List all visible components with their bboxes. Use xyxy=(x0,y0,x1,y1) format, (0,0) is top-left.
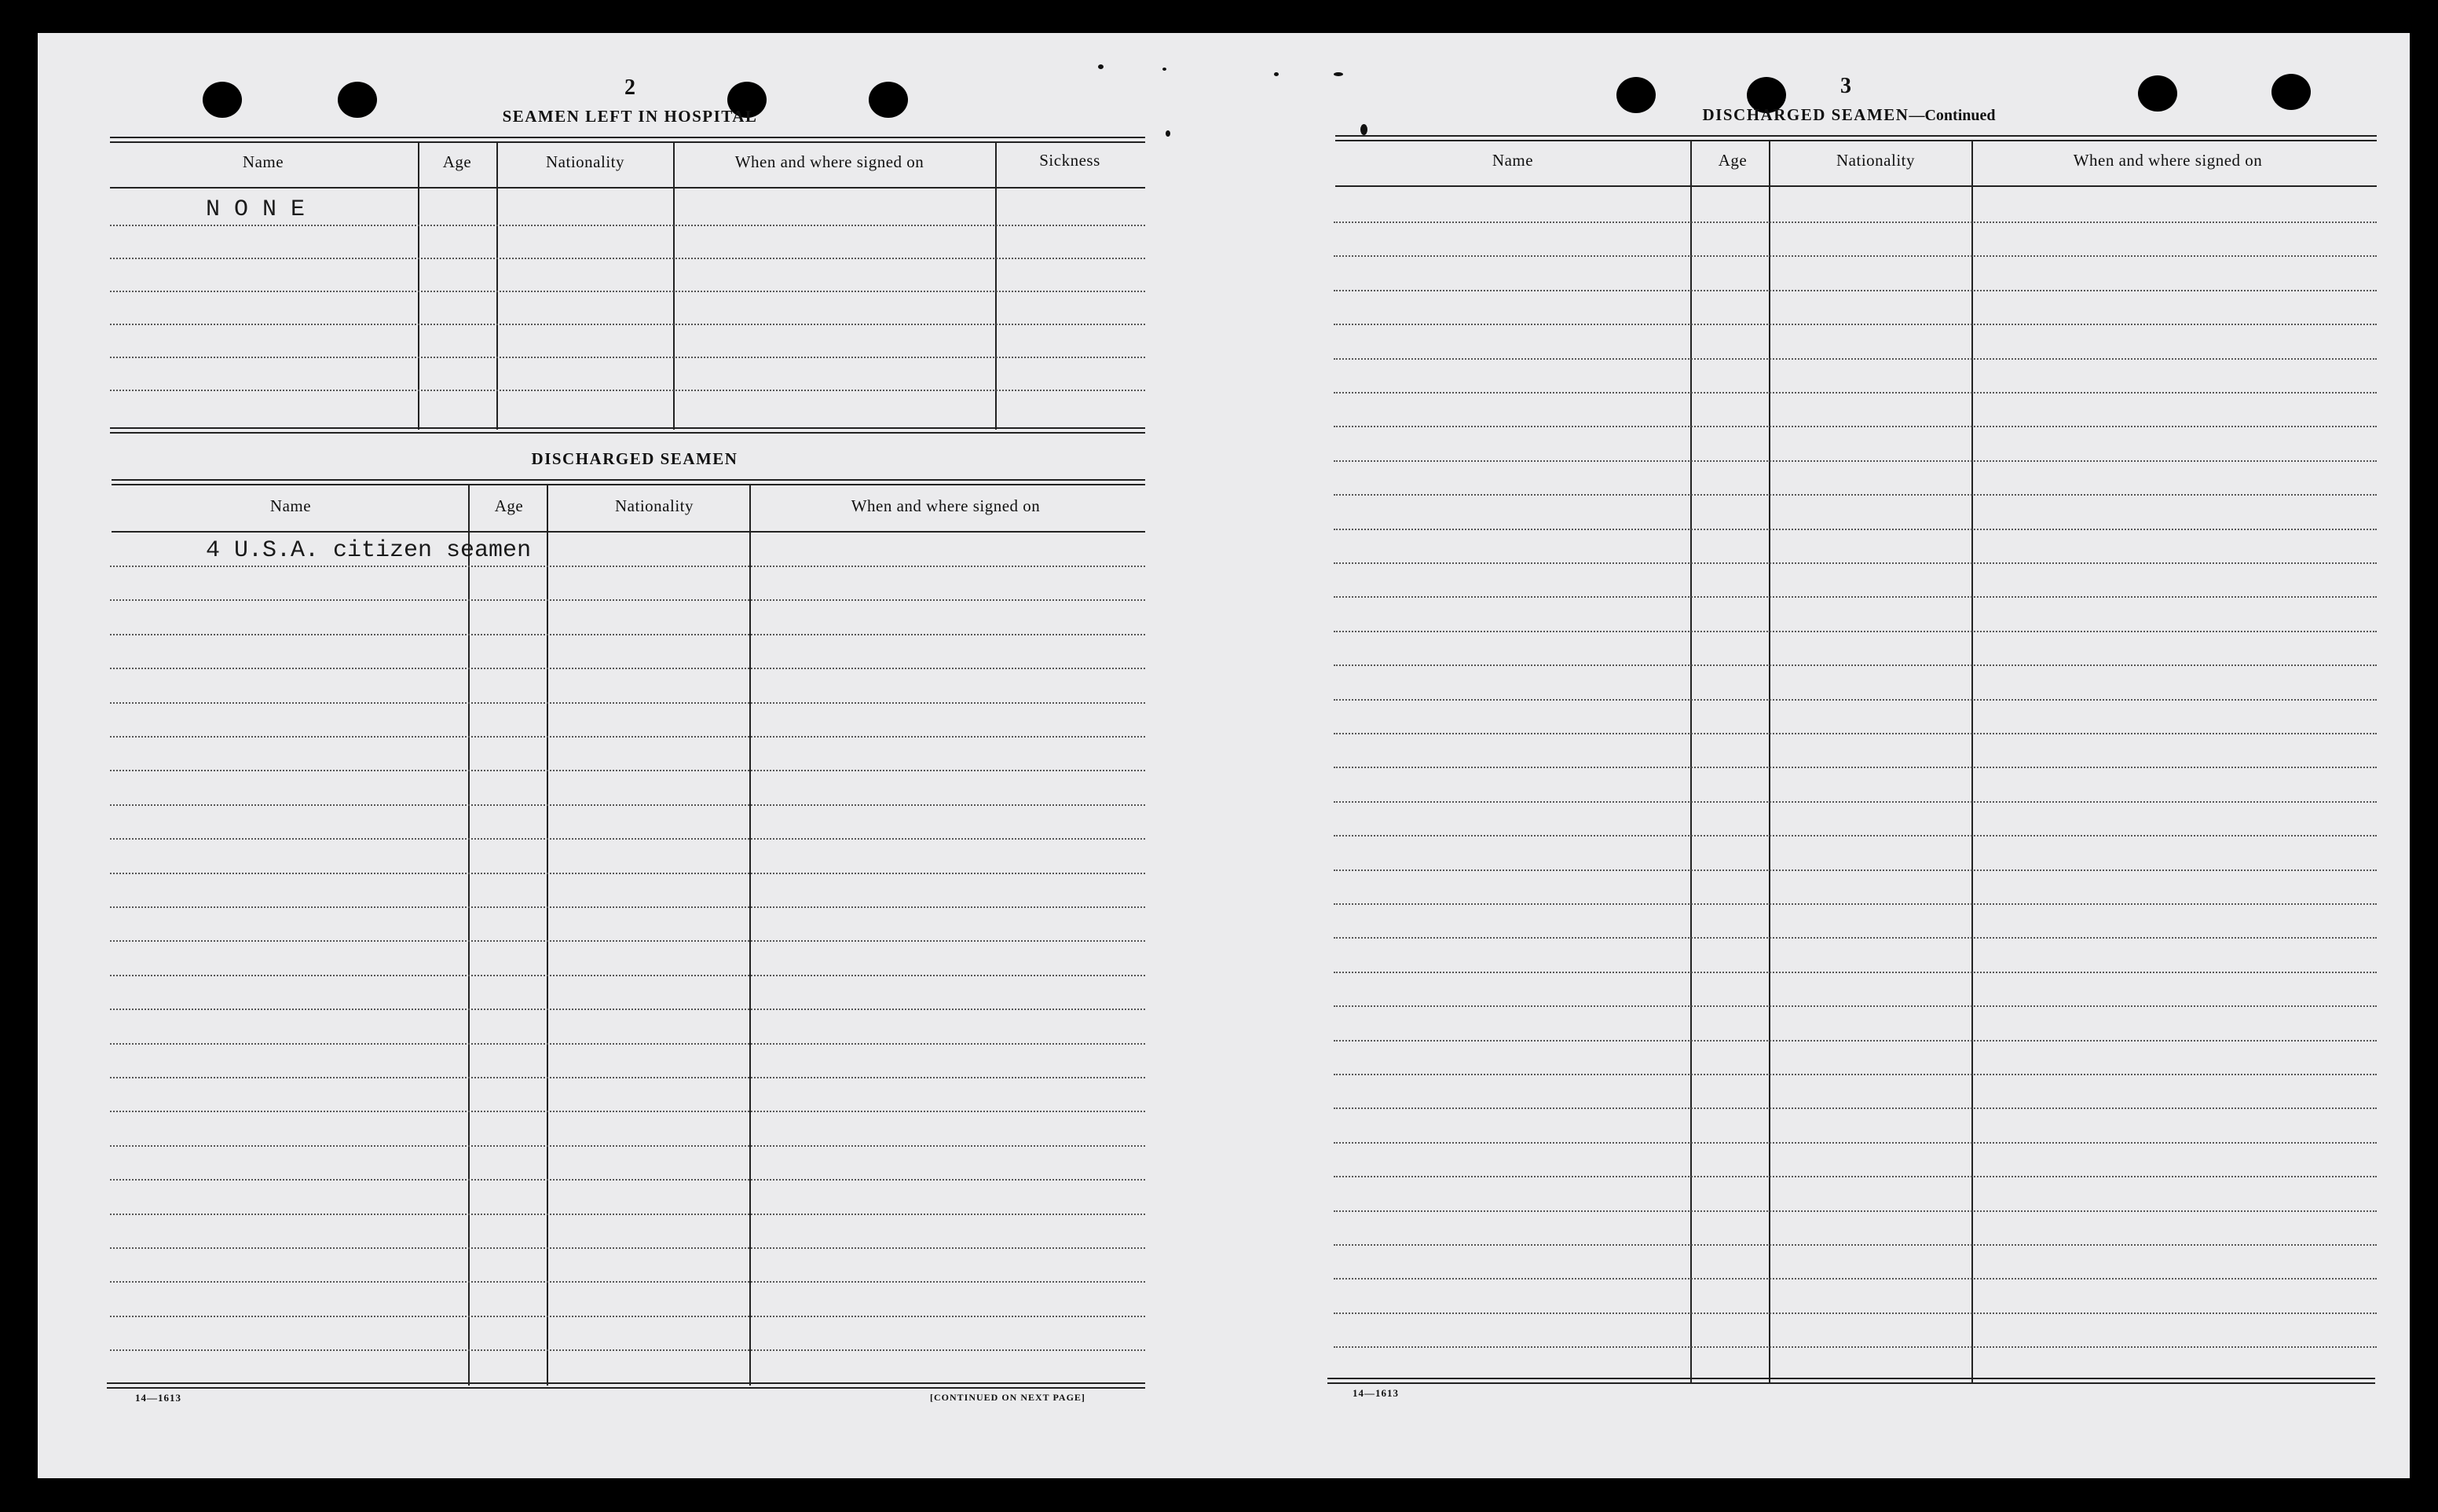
column-divider xyxy=(673,143,675,430)
entry-line xyxy=(1334,835,2377,837)
entry-line xyxy=(1334,1107,2377,1109)
entry-line xyxy=(110,873,1145,874)
column-header-name: Name xyxy=(269,496,312,515)
column-header-age: Age xyxy=(494,496,524,515)
discharged-entry: 4 U.S.A. citizen seamen xyxy=(206,537,532,564)
right-page xyxy=(1224,33,2410,1478)
column-header-name: Name xyxy=(1492,151,1534,170)
form-number: 14—1613 xyxy=(135,1392,181,1404)
entry-line xyxy=(1334,1244,2377,1246)
form-number: 14—1613 xyxy=(1353,1387,1399,1399)
column-header-name: Name xyxy=(242,152,284,171)
entry-line xyxy=(110,1247,1145,1249)
entry-line xyxy=(110,599,1145,601)
paper-sheet xyxy=(38,33,2410,1478)
entry-line xyxy=(110,1145,1145,1147)
entry-line xyxy=(1334,767,2377,768)
column-header-sickness: Sickness xyxy=(1039,151,1100,170)
entry-line xyxy=(1334,460,2377,462)
entry-line xyxy=(1334,221,2377,223)
header-rule xyxy=(112,531,1145,533)
entry-line xyxy=(1334,1040,2377,1042)
table-bottom-rule xyxy=(110,427,1145,434)
table-top-rule xyxy=(110,137,1145,143)
entry-line xyxy=(1334,426,2377,427)
entry-line xyxy=(110,566,1145,567)
entry-line xyxy=(1334,1142,2377,1144)
left-page xyxy=(38,33,1224,1478)
entry-line xyxy=(1334,972,2377,973)
column-header-age: Age xyxy=(1718,151,1748,170)
entry-line xyxy=(1334,1346,2377,1348)
column-header-nationality: Nationality xyxy=(546,152,624,171)
table-top-rule xyxy=(112,479,1145,485)
entry-line xyxy=(1334,1074,2377,1075)
entry-line xyxy=(1334,1005,2377,1007)
entry-line xyxy=(1334,631,2377,632)
column-divider xyxy=(1690,141,1692,1382)
entry-line xyxy=(110,940,1145,942)
entry-line xyxy=(110,357,1145,358)
entry-line xyxy=(1334,1312,2377,1314)
entry-line xyxy=(110,1179,1145,1181)
column-header-signed-on: When and where signed on xyxy=(851,496,1041,515)
column-header-nationality: Nationality xyxy=(1836,151,1915,170)
entry-line xyxy=(110,390,1145,391)
column-divider xyxy=(749,485,751,1386)
entry-line xyxy=(110,1349,1145,1351)
column-divider xyxy=(1971,141,1973,1382)
entry-line xyxy=(110,975,1145,976)
entry-line xyxy=(110,770,1145,771)
entry-line xyxy=(110,1281,1145,1283)
hospital-entry: N O N E xyxy=(206,196,306,223)
column-divider xyxy=(468,485,470,1386)
entry-line xyxy=(110,258,1145,259)
entry-line xyxy=(110,1009,1145,1010)
column-divider xyxy=(995,143,997,430)
table-bottom-rule xyxy=(1327,1378,2375,1384)
entry-line xyxy=(1334,903,2377,905)
entry-line xyxy=(110,291,1145,292)
title-main: DISCHARGED SEAMEN xyxy=(1702,105,1909,124)
column-header-signed-on: When and where signed on xyxy=(734,152,924,171)
entry-line xyxy=(110,1111,1145,1112)
entry-line xyxy=(1334,869,2377,871)
table-top-rule xyxy=(1335,135,2377,141)
entry-line xyxy=(1334,494,2377,496)
entry-line xyxy=(1334,596,2377,598)
entry-line xyxy=(110,702,1145,704)
entry-line xyxy=(1334,733,2377,734)
entry-line xyxy=(110,906,1145,908)
entry-line xyxy=(110,634,1145,635)
entry-line xyxy=(110,838,1145,840)
header-rule xyxy=(1335,185,2377,187)
column-header-signed-on: When and where signed on xyxy=(2073,151,2263,170)
entry-line xyxy=(110,736,1145,738)
column-header-nationality: Nationality xyxy=(615,496,694,515)
column-divider xyxy=(418,143,419,430)
entry-line xyxy=(1334,529,2377,530)
hospital-section-title: SEAMEN LEFT IN HOSPITAL xyxy=(502,107,758,126)
entry-line xyxy=(110,324,1145,325)
page-number: 3 xyxy=(1840,74,1851,98)
column-divider xyxy=(547,485,548,1386)
entry-line xyxy=(110,1077,1145,1078)
entry-line xyxy=(1334,290,2377,291)
entry-line xyxy=(110,804,1145,806)
column-divider xyxy=(1769,141,1770,1382)
table-bottom-rule xyxy=(107,1382,1145,1389)
entry-line xyxy=(1334,392,2377,394)
entry-line xyxy=(1334,1210,2377,1212)
title-continued: —Continued xyxy=(1909,107,1996,124)
entry-line xyxy=(110,1316,1145,1317)
entry-line xyxy=(110,1043,1145,1045)
entry-line xyxy=(1334,664,2377,666)
column-header-age: Age xyxy=(442,152,472,171)
discharged-continued-title xyxy=(1703,105,1996,125)
continued-note: [CONTINUED ON NEXT PAGE] xyxy=(930,1392,1085,1403)
entry-line xyxy=(110,668,1145,669)
entry-line xyxy=(1334,255,2377,257)
entry-line xyxy=(1334,801,2377,803)
entry-line xyxy=(1334,1176,2377,1177)
entry-line xyxy=(1334,562,2377,564)
entry-line xyxy=(1334,937,2377,939)
header-rule xyxy=(110,187,1145,189)
entry-line xyxy=(110,1214,1145,1215)
entry-line xyxy=(1334,1278,2377,1280)
page-number: 2 xyxy=(624,75,635,100)
discharged-section-title: DISCHARGED SEAMEN xyxy=(531,449,738,468)
entry-line xyxy=(110,225,1145,226)
entry-line xyxy=(1334,324,2377,325)
column-divider xyxy=(496,143,498,430)
entry-line xyxy=(1334,699,2377,701)
entry-line xyxy=(1334,358,2377,360)
